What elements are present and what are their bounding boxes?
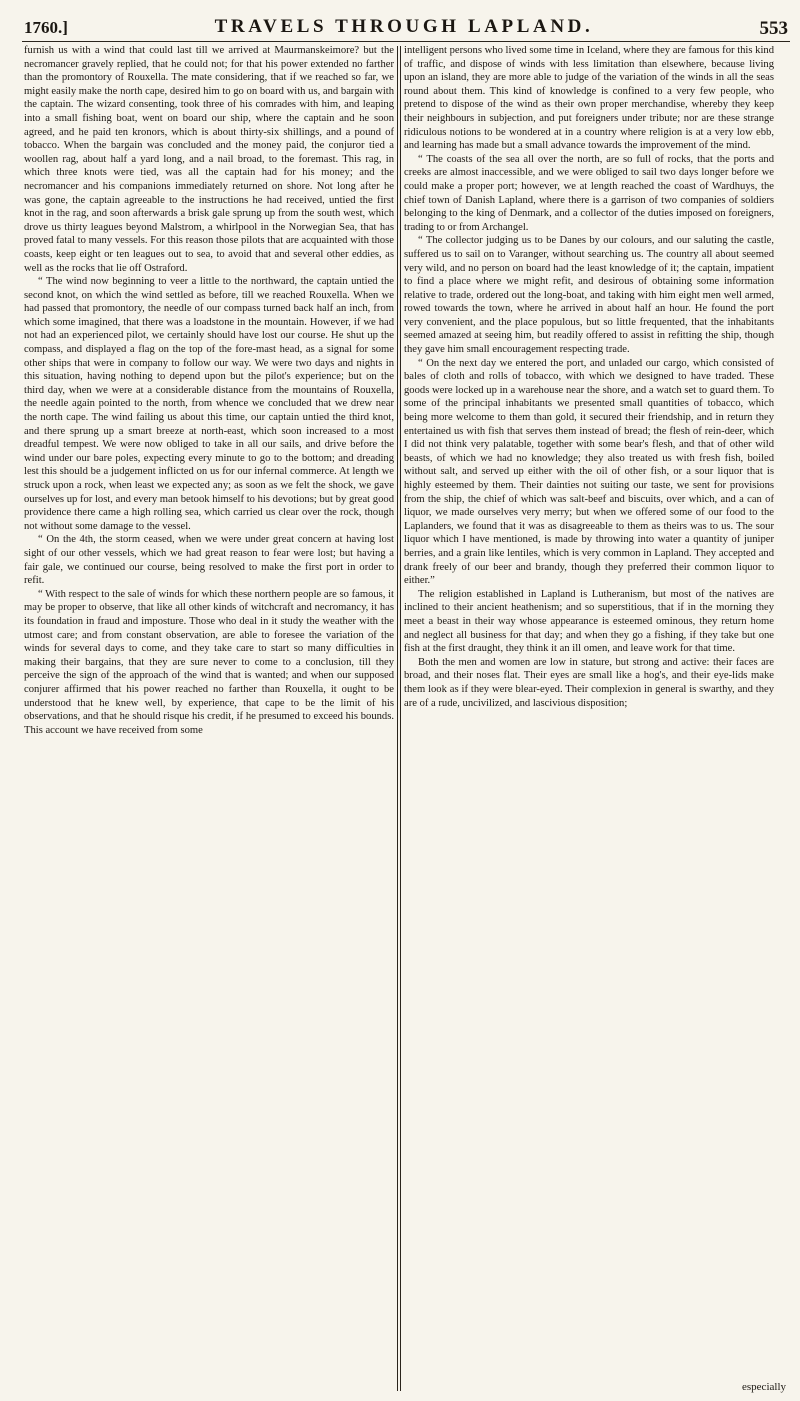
paragraph: intelligent persons who lived some time in Iceland, where they are famous for this kind of traffic, and dispose of winds with less limitation than elsewhere, because living upon an island, they are more able to judge of the variation of the winds in all the seas round about them. This kind of knowledge is confined to a very few people, who pretend to dispose of the wind as their own proper merchandise, whereby they keep their neighbours in subjection, and put foreigners under tribute; nor are these strange ridiculous notions to be wondered at in a country where religion is at a very low ebb, and learning has made but a small advance towards the improvement of the mind. [404, 45, 774, 152]
running-header [24, 6, 788, 40]
column-divider [400, 46, 401, 1391]
right-column [404, 44, 774, 1394]
header-title: TRAVELS THROUGH LAPLAND. [214, 16, 594, 37]
paragraph: furnish us with a wind that could last till we arrived at Maurmanskeimore? but the necromancer gravely replied, that he could not; for that his power extended no farther than the promontory of Rouxella. The mate considering, that if we reached so far, we might easily make the north cape, desired him to go on board with us, and bargain with the captain. The wizard consenting, took three of his comrades with him, and leaping into a small fishing boat, went on board our ship, where the captain and he soon agreed, and he paid ten kronors, which is about thirty-six shillings, and a pound of tobacco. When the bargain was concluded and the money paid, the conjuror tied a woollen rag, about half a yard long, and a nail broad, to the foremast. This rag, in which three knots were tied, was all the captain had for his money; and the necromancer and his companions immediately returned on shore. Not long after he was gone, the captain agreeable to the instructions he had received, untied the first knot in the rag, and soon afterwards a brisk gale sprung up from the south west, which drove us thirty leagues beyond Malstrom, a whirlpool in the Norwegian Sea, that has proved fatal to many vessels. For this reason those pilots that are acquainted with those coasts, keep eight or ten leagues out to sea, to avoid that and several other eddies, as well as the rocks that lie off Ostraford. [24, 45, 394, 274]
header-rule [22, 41, 790, 42]
paragraph: “ On the next day we entered the port, and unladed our cargo, which consisted of bales of cloth and rolls of tobacco, with which we designed to have traded. These goods were locked up in a warehouse near the shore, and a watch set to guard them. To some of the principal inhabitants we presented small quantities of tobacco, which being more welcome to them than gold, it secured their friendship, and in return they entertained us with fish that serves them instead of bread; the flesh of rein-deer, which I did not think very palatable, together with some bear's flesh, and that of other wild beasts, of which we had no knowledge; they also treated us with fresh fish, boiled without salt, and served up either with the oil of other fish, or a sour liquor that is highly esteemed by them. Their dainties not suiting our taste, we sent for provisions from the ship, the chief of which was salt-beef and biscuits, over which, and a can of liquor, we made ourselves very merry; but when we offered some of our food to the Laplanders, we found that it was as disagreeable to them as theirs was to us. The sour liquor which I have mentioned, is made by throwing into water a quantity of juniper berries, and a grain like lentiles, which is very common in Lapland. They accepted and drank freely of our beer and brandy, though they preferred their common liquor to either.” [404, 357, 774, 587]
column-divider [397, 46, 398, 1391]
left-column [24, 44, 394, 1394]
paragraph: Both the men and women are low in stature, but strong and active: their faces are broad, and their noses flat. Their eyes are small like a hog's, and their eye-lids make them look as if they were blear-eyed. Their complexion in general is swarthy, and they are of a rude, uncivilized, and lascivious disposition; [404, 656, 774, 709]
paragraph: “ With respect to the sale of winds for which these northern people are so famous, it may be proper to observe, that like all other kinds of witchcraft and necromancy, it has its foundation in fraud and imposture. Those who deal in it study the weather with the utmost care; and from constant observation, are able to foresee the variation of the winds for several days to come, and they take care to start so many difficulties in making their bargains, that they are sure never to come to a conclusion, till they perceive the sign of the approach of the wind that is wanted; and when our supposed conjurer affirmed that his power reached no farther than Rouxella, it ought to be understood that he knew well, by experience, that cape to be the limit of his observations, and that he should risque his credit, if he presumed to exceed his bounds. This account we have received from some [24, 588, 394, 736]
page-number: 553 [759, 18, 788, 39]
header-year: 1760.] [24, 18, 68, 37]
paragraph: The religion established in Lapland is Lutheranism, but most of the natives are inclined to their ancient heathenism; and so superstitious, that if in the morning they meet a beast in their way whose appearance is esteemed ominous, they return home and neglect all business for that day; and when they go a fishing, if they take but one fish at the first draught, they think it an ill omen, and leave work for that time. [404, 588, 774, 655]
catchword: especially [742, 1381, 786, 1393]
paragraph: “ The coasts of the sea all over the north, are so full of rocks, that the ports and creeks are almost inaccessible, and we were obliged to sail two days longer before we could make a proper port; however, we at length reached the coast of Wardhuys, the chief town of Danish Lapland, where there is a garrison of two companies of soldiers belonging to the king of Denmark, and a collector of the duties imposed on foreigners, trading to or from Archangel. [404, 153, 774, 233]
paragraph: “ The collector judging us to be Danes by our colours, and our saluting the castle, suffered us to sail on to Varanger, without searching us. The country all about seemed very wild, and no person on board had the least knowledge of it; the captain, impatient to find a place where we might refit, and desirous of obtaining some information relative to trade, ordered out the long-boat, and taking with him eight men well armed, rowed towards the town, where he arrived in about half an hour. He found the port very convenient, and the place populous, but so little frequented, that the inhabitants seemed amazed at seeing him, but readily offered to assist in refitting the ship, though they gave him small encouragement respecting trade. [404, 235, 774, 356]
paragraph: “ The wind now beginning to veer a little to the northward, the captain untied the second knot, on which the wind settled as before, till we reached Rouxella. When we had passed that promontory, the needle of our compass turned back half an inch, from which some imagined, that there was a loadstone in the mountain. However, if we had not had an experienced pilot, we certainly should have lost our course. He shut up the compass, and displayed a flag on the top of the fore-mast head, as a signal for some other ships that were in company to follow our way. We were two days and nights in this situation, having nothing to depend upon but the pilot's experience; but on the third day, when we were at a considerable distance from the mountains of Rouxella, the needle again pointed to the north, from whence we concluded that we drew near the north cape. The wind failing us about this time, our captain untied the third knot, and there sprung up a smart breeze at north-east, which soon increased to a most dreadful tempest. We were now obliged to take in all our sails, and drive before the wind under our bare poles, expecting every minute to go to the bottom; and dreading lest this should be a judgement inflicted on us for our infernal commerce. At length we struck upon a rock, when least we expected any; as soon as we felt the shock, we gave ourselves up for lost, and every man betook himself to his devotions; but by great good providence there came a high rolling sea, which carried us clear over the rock, though not without some damage to the vessel. [24, 276, 394, 532]
paragraph: “ On the 4th, the storm ceased, when we were under great concern at having lost sight of our other vessels, which we had great reason to fear were lost; but having a fair gale, we continued our course, being resolved to make the first port in order to refit. [24, 534, 394, 587]
